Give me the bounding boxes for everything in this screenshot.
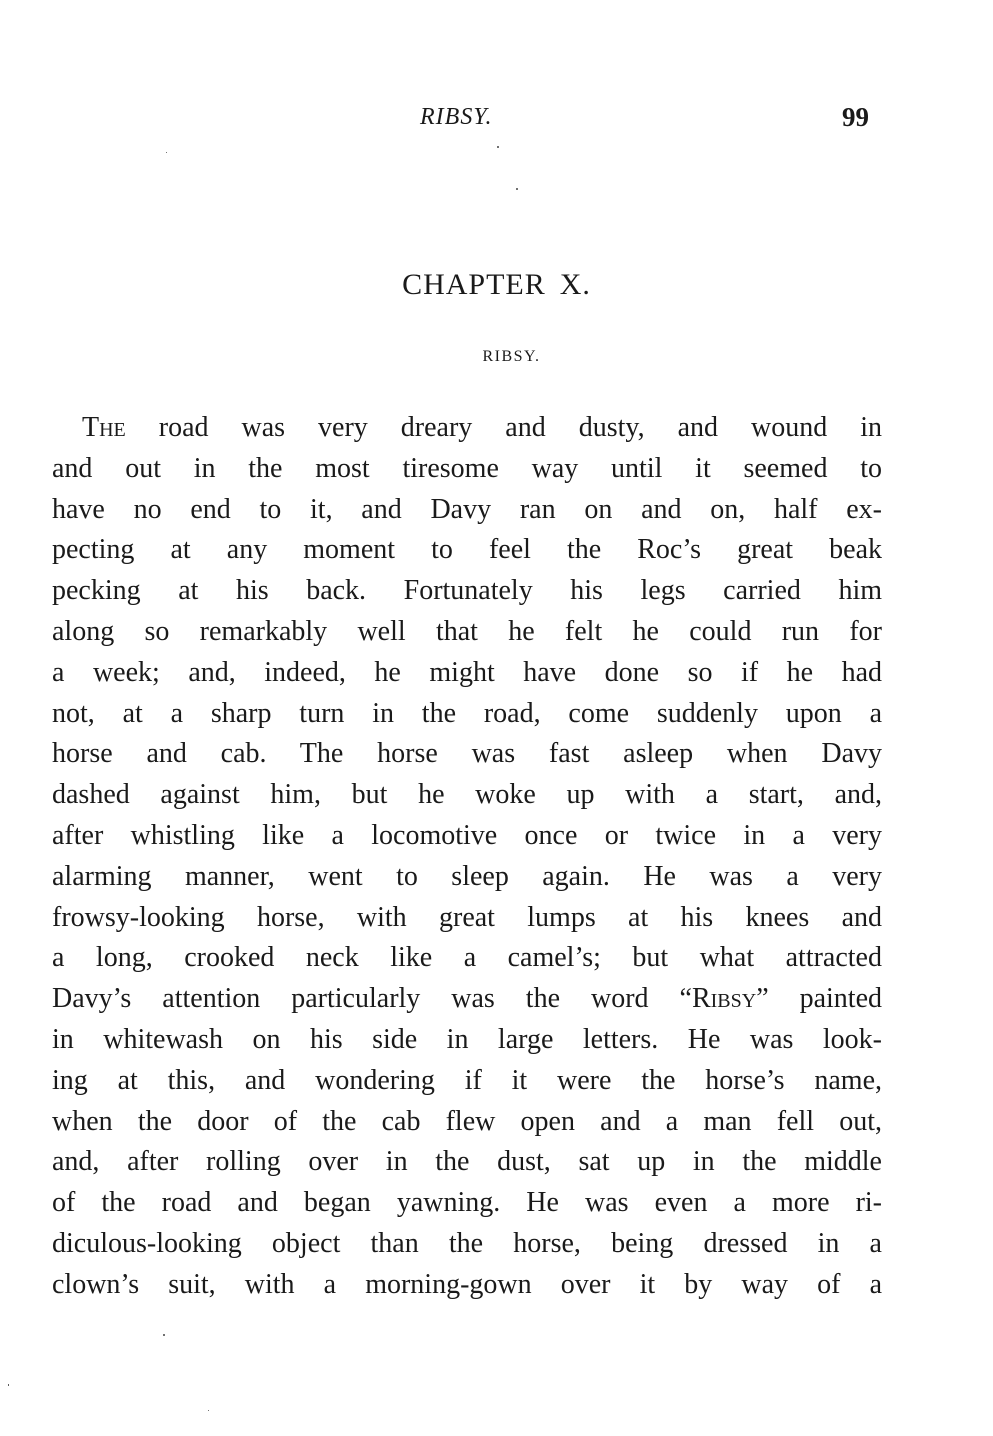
- running-head: [0, 104, 993, 134]
- page-number: 99: [842, 102, 869, 132]
- scan-speck: [166, 152, 167, 153]
- text-line: [52, 408, 882, 449]
- text-segment: Davy’s attention particularly was the word “: [52, 983, 692, 1015]
- text-line-rest: road was very dreary and dusty, and wound in: [125, 412, 882, 443]
- running-title: RIBSY.: [420, 104, 493, 130]
- chapter-label: CHAPTER: [402, 268, 546, 301]
- scan-speck: [208, 1410, 209, 1411]
- text-line: pecting at any moment to feel the Roc’s great beak: [52, 534, 882, 566]
- text-line: horse and cab. The horse was fast asleep when Davy: [52, 738, 882, 770]
- text-line: [52, 979, 882, 1020]
- text-line: a long, crooked neck like a camel’s; but what attracted: [52, 942, 882, 974]
- text-line: when the door of the cab flew open and a man fell out,: [52, 1105, 882, 1137]
- text-line: pecking at his back. Fortunately his legs carried him: [52, 575, 882, 607]
- chapter-subtitle: RIBSY.: [482, 348, 541, 365]
- text-line: ing at this, and wondering if it were the horse’s name,: [52, 1064, 882, 1096]
- text-line: clown’s suit, with a morning-gown over it by way of a: [52, 1268, 882, 1300]
- text-line: a week; and, indeed, he might have done so if he had: [52, 656, 882, 688]
- ribsy-word: Ribsy: [691, 983, 757, 1015]
- text-line: and, after rolling over in the dust, sat up in the middle: [52, 1146, 882, 1178]
- text-line: dashed against him, but he woke up with a start, and,: [52, 779, 882, 811]
- body-text: [52, 408, 882, 1306]
- scan-speck: [163, 1334, 165, 1336]
- drop-word: The: [82, 412, 126, 443]
- text-line: after whistling like a locomotive once or twice in a very: [52, 819, 882, 851]
- text-segment: ” painted: [756, 983, 882, 1015]
- text-line: have no end to it, and Davy ran on and on, half ex-: [52, 493, 882, 525]
- text-line: along so remarkably well that he felt he could run for: [52, 615, 882, 647]
- scan-speck: [8, 1384, 9, 1386]
- chapter-number: X.: [559, 268, 591, 301]
- chapter-heading: [0, 268, 993, 302]
- text-line: and out in the most tiresome way until it seemed to: [52, 452, 882, 484]
- text-line: diculous-looking object than the horse, being dressed in a: [52, 1227, 882, 1259]
- text-line: not, at a sharp turn in the road, come suddenly upon a: [52, 697, 882, 729]
- text-line: alarming manner, went to sleep again. He was a very: [52, 860, 882, 892]
- scan-speck: [497, 146, 499, 148]
- text-line: of the road and began yawning. He was even a more ri-: [52, 1187, 882, 1219]
- text-line: frowsy-looking horse, with great lumps at his knees and: [52, 901, 882, 933]
- scan-speck: [516, 188, 518, 190]
- text-line: in whitewash on his side in large letters. He was look-: [52, 1023, 882, 1055]
